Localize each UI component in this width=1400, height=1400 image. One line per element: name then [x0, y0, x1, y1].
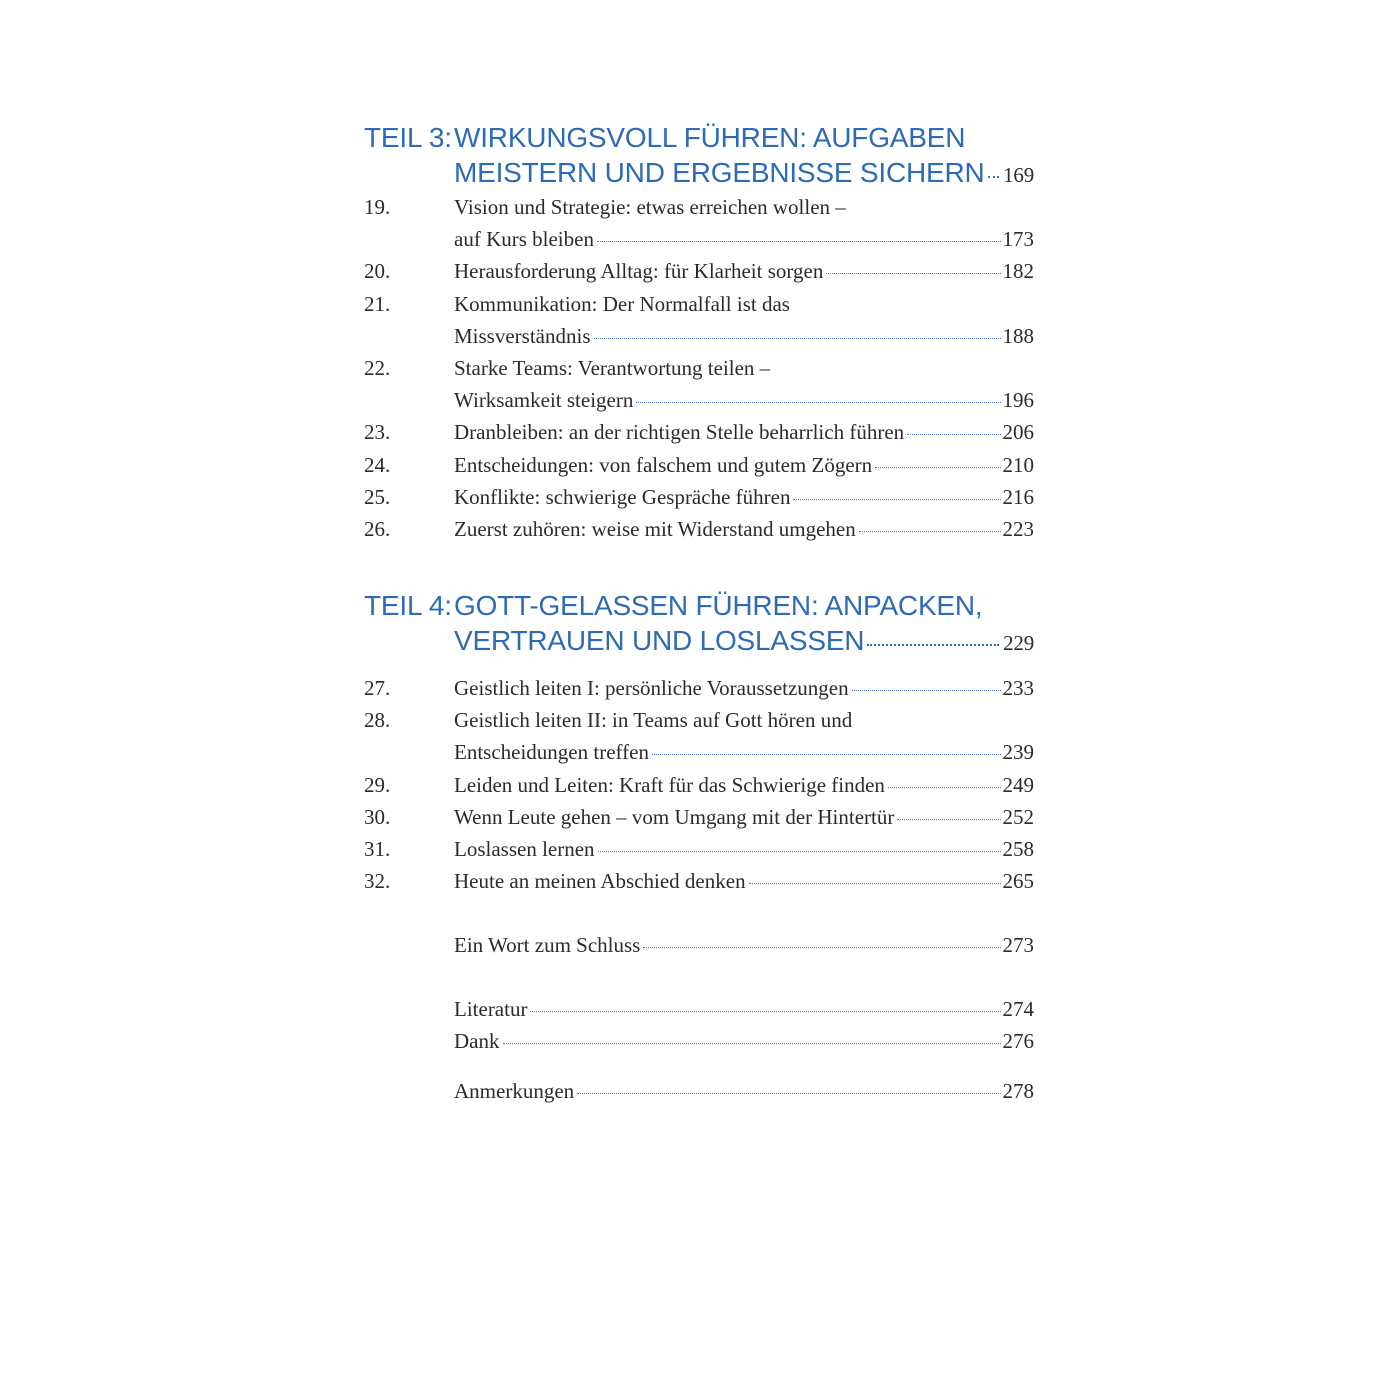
entry-number: 19. [364, 195, 391, 219]
entry-page: 249 [1002, 772, 1034, 797]
part-3-label: TEIL 3: [364, 122, 452, 153]
entry-page: 223 [1002, 516, 1034, 541]
entry-number: 20. [364, 259, 391, 284]
entry-page: 274 [1002, 997, 1034, 1021]
dot-leader [577, 1093, 1000, 1094]
part-4-title-line1: GOTT-GELASSEN FÜHREN: ANPACKEN, [454, 590, 983, 621]
entry-title: Heute an meinen Abschied denken [454, 869, 746, 894]
entry-title: Entscheidungen: von falschem und gutem Zögern [454, 452, 873, 477]
entry-title: Zuerst zuhören: weise mit Widerstand umgehen [454, 516, 856, 541]
entry-number: 23. [364, 420, 391, 445]
dot-leader [652, 754, 1001, 755]
dot-leader [597, 241, 1001, 242]
entry-title: Starke Teams: Verantwortung teilen – [454, 355, 771, 380]
toc-entry-20[interactable] [364, 255, 1034, 287]
part-3-page: 169 [1003, 163, 1034, 187]
toc-entry-21[interactable] [364, 288, 1034, 320]
entry-page: 196 [1002, 388, 1034, 413]
entry-page: 173 [1002, 227, 1034, 252]
toc-entry-29[interactable] [364, 769, 1034, 801]
part-4-heading [364, 588, 1034, 661]
dot-leader [867, 644, 999, 646]
dot-leader [875, 467, 1000, 468]
entry-title: Geistlich leiten I: persönliche Voraussetzungen [454, 676, 849, 700]
toc-entry-19[interactable] [364, 191, 1034, 223]
entry-page: 276 [1002, 1029, 1034, 1054]
entry-page: 239 [1002, 740, 1034, 765]
part-3-entries [364, 191, 1034, 545]
part-4-title-line2: VERTRAUEN UND LOSLASSEN [454, 625, 865, 656]
toc-entry-26[interactable] [364, 513, 1034, 545]
entry-title: Literatur [454, 997, 528, 1021]
toc-entry-21-cont[interactable] [364, 320, 1034, 352]
entry-page: 188 [1002, 323, 1034, 348]
dot-leader [852, 690, 1001, 691]
dot-leader [988, 176, 1000, 178]
entry-page: 252 [1002, 804, 1034, 829]
entry-page: 210 [1002, 452, 1034, 477]
dot-leader [598, 851, 1001, 852]
part-4-label: TEIL 4: [364, 590, 452, 621]
entry-title: Dranbleiben: an der richtigen Stelle beharrlich führen [454, 420, 905, 445]
toc-entry-22[interactable] [364, 352, 1034, 384]
entry-title: auf Kurs bleiben [454, 227, 594, 252]
entry-number: 30. [364, 804, 391, 829]
entry-page: 258 [1002, 836, 1034, 861]
entry-title: Leiden und Leiten: Kraft für das Schwierige finden [454, 772, 885, 797]
entry-page: 233 [1002, 676, 1034, 700]
dot-leader [859, 531, 1001, 532]
dot-leader [888, 787, 1001, 788]
entry-title: Wirksamkeit steigern [454, 388, 634, 413]
dot-leader [793, 499, 1000, 500]
entry-number: 32. [364, 869, 391, 894]
entry-number: 28. [364, 708, 391, 733]
entry-number: 31. [364, 836, 391, 861]
entry-number: 22. [364, 355, 391, 380]
entry-page: 278 [1002, 1079, 1034, 1103]
entry-page: 206 [1002, 420, 1034, 445]
entry-title: Herausforderung Alltag: für Klarheit sorgen [454, 259, 824, 284]
toc-entry-schluss[interactable] [364, 929, 1034, 961]
part-3-heading [364, 120, 1034, 193]
toc-entry-24[interactable] [364, 449, 1034, 481]
entry-number: 29. [364, 772, 391, 797]
entry-page: 216 [1002, 484, 1034, 509]
entry-number: 26. [364, 516, 391, 541]
entry-title: Dank [454, 1029, 500, 1054]
part-4-page: 229 [1003, 631, 1034, 655]
entry-title: Loslassen lernen [454, 836, 595, 861]
toc-entry-32[interactable] [364, 865, 1034, 897]
dot-leader [643, 947, 1000, 948]
toc-entry-dank[interactable] [364, 1025, 1034, 1057]
dot-leader [594, 338, 1001, 339]
toc-entry-31[interactable] [364, 833, 1034, 865]
entry-page: 265 [1002, 869, 1034, 894]
entry-page: 182 [1002, 259, 1034, 284]
entry-title: Wenn Leute gehen – vom Umgang mit der Hintertür [454, 804, 895, 829]
entry-number: 24. [364, 452, 391, 477]
entry-number: 25. [364, 484, 391, 509]
entry-title: Missverständnis [454, 323, 591, 348]
toc-entry-anmerkungen[interactable] [364, 1075, 1034, 1107]
back-matter-anmerkungen [364, 1075, 1034, 1107]
dot-leader [503, 1043, 1001, 1044]
part-4-entries [364, 672, 1034, 897]
part-3-title-line2: MEISTERN UND ERGEBNISSE SICHERN [454, 157, 985, 188]
toc-entry-28-cont[interactable] [364, 736, 1034, 768]
entry-title: Entscheidungen treffen [454, 740, 649, 765]
entry-title: Vision und Strategie: etwas erreichen wollen – [454, 195, 846, 219]
dot-leader [636, 402, 1000, 403]
entry-page: 273 [1002, 933, 1034, 957]
toc-entry-19-cont[interactable] [364, 223, 1034, 255]
dot-leader [530, 1011, 1000, 1012]
dot-leader [897, 819, 1000, 820]
entry-title: Kommunikation: Der Normalfall ist das [454, 291, 790, 316]
toc-entry-27[interactable] [364, 672, 1034, 704]
entry-title: Anmerkungen [454, 1079, 575, 1103]
back-matter-schluss [364, 929, 1034, 961]
dot-leader [826, 273, 1000, 274]
toc-entry-25[interactable] [364, 481, 1034, 513]
toc-entry-literatur[interactable] [364, 993, 1034, 1025]
dot-leader [749, 883, 1001, 884]
dot-leader [907, 434, 1000, 435]
entry-title: Ein Wort zum Schluss [454, 933, 641, 957]
toc-entry-30[interactable] [364, 801, 1034, 833]
entry-title: Konflikte: schwierige Gespräche führen [454, 484, 791, 509]
toc-entry-22-cont[interactable] [364, 384, 1034, 416]
entry-title: Geistlich leiten II: in Teams auf Gott hören und [454, 708, 853, 733]
toc-entry-28[interactable] [364, 704, 1034, 736]
back-matter-literatur-dank [364, 993, 1034, 1057]
part-3-title-line1: WIRKUNGSVOLL FÜHREN: AUFGABEN [454, 122, 966, 153]
toc-entry-23[interactable] [364, 416, 1034, 448]
entry-number: 21. [364, 291, 391, 316]
entry-number: 27. [364, 676, 391, 700]
